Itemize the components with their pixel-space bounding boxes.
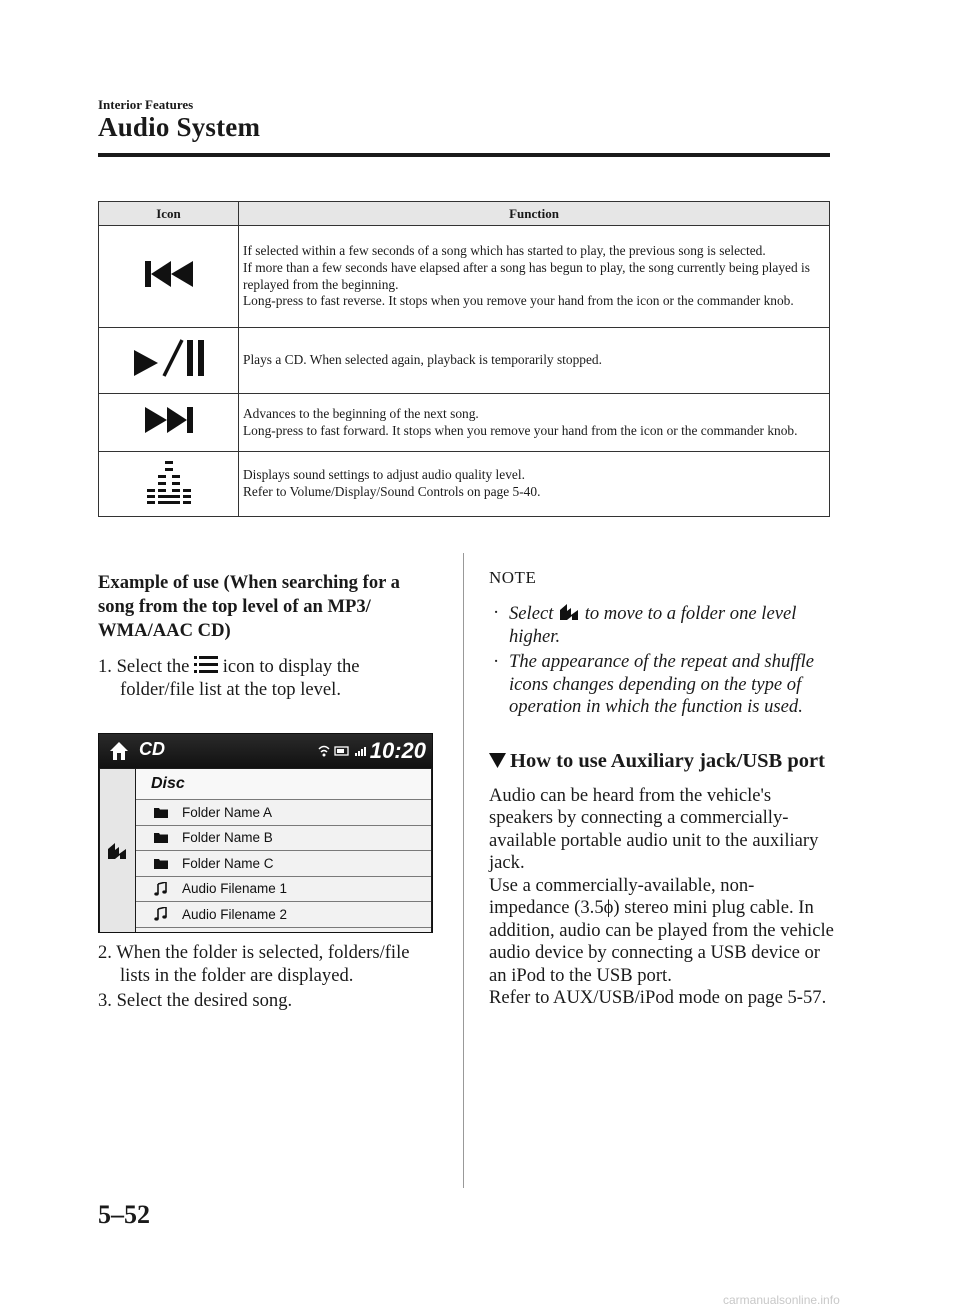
music-note-icon bbox=[154, 907, 168, 921]
column-header-icon: Icon bbox=[99, 202, 239, 226]
screen-clock: 10:20 bbox=[369, 738, 426, 763]
music-note-icon bbox=[154, 882, 168, 896]
right-column bbox=[489, 568, 834, 1010]
next-track-icon bbox=[143, 407, 195, 433]
function-table bbox=[98, 201, 830, 517]
previous-track-icon bbox=[143, 261, 195, 287]
list-item[interactable] bbox=[136, 800, 431, 826]
list-item-label: Audio Filename 1 bbox=[182, 881, 288, 897]
screen-status-bar bbox=[99, 734, 432, 768]
table-row bbox=[99, 452, 830, 517]
list-item[interactable] bbox=[136, 902, 431, 928]
screen-sidebar[interactable] bbox=[100, 769, 135, 932]
example-heading: Example of use (When searching for a song from the top level of an MP3/ WMA/AAC CD) bbox=[98, 572, 400, 641]
folder-icon bbox=[154, 807, 168, 818]
note-bullet-1 bbox=[489, 602, 834, 648]
icon-cell bbox=[99, 452, 239, 517]
table-header-row bbox=[99, 202, 830, 226]
list-item-label: Folder Name B bbox=[182, 830, 273, 846]
note-bullet-1-text-b: to move to a folder one level higher. bbox=[509, 603, 797, 647]
list-item-label: Audio Filename 2 bbox=[182, 906, 288, 922]
column-divider bbox=[463, 553, 464, 1188]
icon-cell bbox=[99, 226, 239, 328]
page-number: 5–52 bbox=[98, 1200, 150, 1229]
column-header-function: Function bbox=[239, 202, 830, 226]
step-3: 3. Select the desired song. bbox=[98, 990, 293, 1011]
list-icon bbox=[194, 655, 218, 675]
title-rule bbox=[98, 153, 830, 157]
watermark: carmanualsonline.info bbox=[723, 1293, 840, 1307]
table-row bbox=[99, 394, 830, 452]
step-1-text-a: 1. Select the bbox=[98, 656, 195, 677]
list-item-label: Folder Name C bbox=[182, 855, 274, 871]
home-icon bbox=[109, 741, 129, 761]
aux-heading bbox=[489, 749, 834, 773]
note-bullet-2-text: The appearance of the repeat and shuffle icons changes depending on the type of operation in which the function is used. bbox=[509, 651, 815, 717]
folder-up-icon bbox=[558, 602, 580, 622]
steps-continued bbox=[98, 942, 443, 1013]
triangle-marker-icon bbox=[489, 753, 506, 768]
icon-cell bbox=[99, 394, 239, 452]
function-text: Displays sound settings to adjust audio quality level. Refer to Volume/Display/Sound Controls on page 5-40. bbox=[239, 452, 830, 517]
section-label: Interior Features bbox=[98, 97, 194, 112]
list-item[interactable] bbox=[136, 826, 431, 852]
folder-icon bbox=[154, 832, 168, 843]
aux-heading-text: How to use Auxiliary jack/USB port bbox=[510, 749, 825, 772]
cd-screen-illustration bbox=[98, 733, 433, 933]
function-text: If selected within a few seconds of a song which has started to play, the previous song is selected. If more than a few seconds have elapsed after a song has begun to play, the song currently being played is replayed from the beginning. Long-press to fast reverse. It stops when you remove your hand from the icon or the commander knob. bbox=[239, 226, 830, 328]
example-section bbox=[98, 571, 438, 701]
list-item[interactable] bbox=[136, 851, 431, 877]
table-row bbox=[99, 226, 830, 328]
step-1-text-b: icon to display the folder/file list at the top level. bbox=[120, 656, 360, 700]
sound-settings-icon bbox=[146, 459, 192, 505]
note-bullet-1-text-a: Select bbox=[509, 603, 559, 624]
note-bullet-2 bbox=[489, 651, 834, 719]
note-heading: NOTE bbox=[489, 568, 537, 587]
folder-up-icon[interactable] bbox=[106, 841, 128, 861]
bullet-dot: · bbox=[493, 651, 500, 672]
file-list bbox=[136, 769, 431, 932]
icon-cell bbox=[99, 328, 239, 394]
step-2: 2. When the folder is selected, folders/file lists in the folder are displayed. bbox=[98, 942, 410, 986]
table-row bbox=[99, 328, 830, 394]
screen-source-label: CD bbox=[139, 739, 165, 759]
play-pause-icon bbox=[132, 338, 206, 378]
status-icons bbox=[317, 744, 369, 758]
bullet-dot: · bbox=[493, 602, 500, 623]
list-title: Disc bbox=[136, 769, 431, 800]
page-title: Audio System bbox=[98, 112, 261, 142]
list-item-label: Folder Name A bbox=[182, 804, 273, 820]
list-item[interactable] bbox=[136, 877, 431, 903]
function-text: Plays a CD. When selected again, playback is temporarily stopped. bbox=[239, 328, 830, 394]
aux-body: Audio can be heard from the vehicle's speakers by connecting a commercially-available portable audio unit to the auxiliary jack. Use a commercially-available, non-impedance (3.5ϕ) stereo mini plug cable. In addition, audio can be played from the vehicle audio device by connecting a USB device or an iPod to the USB port. Refer to AUX/USB/iPod mode on page 5-57. bbox=[489, 784, 834, 1008]
step-1 bbox=[98, 655, 438, 701]
folder-icon bbox=[154, 858, 168, 869]
function-text: Advances to the beginning of the next song. Long-press to fast forward. It stops when you remove your hand from the icon or the commander knob. bbox=[239, 394, 830, 452]
